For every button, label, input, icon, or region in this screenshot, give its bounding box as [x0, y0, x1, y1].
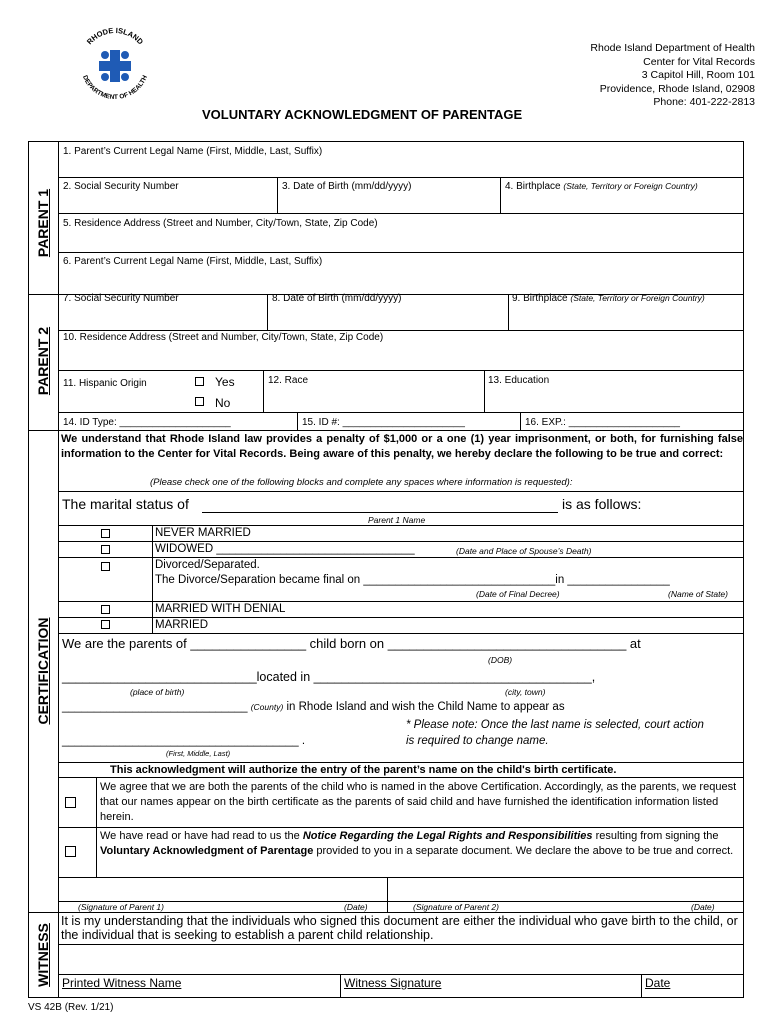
parent1-ssn-input[interactable]: [60, 195, 275, 211]
field-12-label: 12. Race: [268, 375, 309, 386]
field-5-label: 5. Residence Address (Street and Number, City/Town, State, Zip Code): [63, 218, 378, 229]
agency-center: Center for Vital Records: [643, 55, 755, 68]
parent2-dob-input[interactable]: [269, 310, 506, 328]
parent2-date-caption: (Date): [691, 902, 715, 912]
section-certification: CERTIFICATION: [35, 617, 51, 725]
field-13-label: 13. Education: [488, 375, 550, 386]
name-note-1: * Please note: Once the last name is selected, court action: [406, 719, 704, 731]
field-4-label: 4. Birthplace (State, Territory or Foreign Country): [505, 181, 698, 192]
never-married-label: NEVER MARRIED: [155, 527, 251, 539]
witness-entry-area[interactable]: [60, 946, 742, 972]
printed-witness-name-label[interactable]: Printed Witness Name: [62, 976, 182, 990]
witness-statement: It is my understanding that the individuals who signed this document are either the individual who gave birth to the child, or the individual that is seeking to establish a parent child relationship.: [61, 914, 738, 942]
place-of-birth-caption: (place of birth): [130, 687, 185, 697]
witness-signature-label[interactable]: Witness Signature: [344, 976, 442, 990]
field-3-label: 3. Date of Birth (mm/dd/yyyy): [282, 181, 412, 192]
hispanic-no-checkbox[interactable]: [195, 397, 204, 406]
agency-city: Providence, Rhode Island, 02908: [599, 82, 755, 95]
first-middle-last-caption: (First, Middle, Last): [166, 749, 231, 758]
final-decree-caption: (Date of Final Decree): [476, 589, 560, 599]
svg-text:RHODE ISLAND: RHODE ISLAND: [84, 25, 146, 47]
education-input[interactable]: [486, 390, 742, 410]
parent1-signature-field[interactable]: [60, 879, 385, 899]
parent1-name-input[interactable]: [202, 496, 558, 513]
divorced-checkbox[interactable]: [101, 562, 110, 571]
field-2-label: 2. Social Security Number: [63, 181, 179, 192]
marital-status-suffix: is as follows:: [562, 496, 642, 512]
widowed-hint: (Date and Place of Spouse’s Death): [456, 546, 592, 556]
field-1-label: 1. Parent’s Current Legal Name (First, Middle, Last, Suffix): [63, 146, 323, 157]
parent2-birthplace-input[interactable]: [510, 310, 742, 328]
marital-status-prefix: The marital status of: [62, 496, 189, 512]
penalty-warning: We understand that Rhode Island law provides a penalty of $1,000 or a one (1) year imprisonment, or both, for furnishing false information to the Center for Vital Records. Being aware of this penalty, we hereby declare the following to be true and correct:: [61, 433, 743, 460]
divorced-label: Divorced/Separated.: [155, 559, 260, 571]
state-name-caption: (Name of State): [668, 589, 728, 599]
name-note-2: is required to change name.: [406, 735, 549, 747]
authorize-statement: This acknowledgment will authorize the entry of the parent’s name on the child's birth certificate.: [110, 764, 617, 776]
parent1-address-input[interactable]: [60, 232, 742, 250]
parent1-legal-name-input[interactable]: [60, 160, 742, 176]
field-6-label: 6. Parent’s Current Legal Name (First, Middle, Last, Suffix): [63, 256, 323, 267]
parent1-date-caption: (Date): [344, 902, 368, 912]
city-town-caption: (city, town): [505, 687, 546, 697]
parent2-signature-caption: (Signature of Parent 2): [413, 902, 499, 912]
parent2-address-input[interactable]: [60, 347, 742, 367]
married-with-denial-label: MARRIED WITH DENIAL: [155, 603, 286, 615]
field-9-label: 9. Birthplace (State, Territory or Foreign Country): [512, 293, 705, 304]
read-notice-statement: We have read or have had read to us the Notice Regarding the Legal Rights and Responsibilities resulting from signing the Voluntary Acknowledgment of Parentage provided to you in a separate document. We declare the above to be true and correct.: [100, 830, 734, 857]
section-parent-2: PARENT 2: [35, 326, 51, 396]
married-with-denial-checkbox[interactable]: [101, 605, 110, 614]
form-number: VS 42B (Rev. 1/21): [28, 1002, 114, 1013]
agency-name: Rhode Island Department of Health: [590, 42, 755, 54]
hispanic-yes-checkbox[interactable]: [195, 377, 204, 386]
agree-statement: We agree that we are both the parents of the child who is named in the above Certification. Accordingly, as the parents, we request that our names appear on the birth certificate as the parents of said child and have furnished the identification information listed herein.: [100, 781, 737, 823]
check-instruction: (Please check one of the following blocks and complete any spaces where information is requested):: [150, 477, 573, 488]
widowed-label: WIDOWED _______________________________: [155, 543, 415, 555]
parents-of-line[interactable]: We are the parents of ________________ child born on _________________________________ at: [62, 636, 641, 651]
parent1-signature-caption: (Signature of Parent 1): [78, 902, 164, 912]
never-married-checkbox[interactable]: [101, 529, 110, 538]
agency-street: 3 Capitol Hill, Room 101: [641, 69, 755, 81]
section-parent-1: PARENT 1: [35, 188, 51, 258]
svg-text:DEPARTMENT OF HEALTH: DEPARTMENT OF HEALTH: [81, 74, 149, 102]
agency-phone: Phone: 401-222-2813: [653, 96, 755, 108]
parent2-legal-name-input[interactable]: [60, 270, 742, 290]
agency-address: [590, 42, 755, 110]
form-title: VOLUNTARY ACKNOWLEDGMENT OF PARENTAGE: [202, 107, 523, 122]
field-7-label: 7. Social Security Number: [63, 293, 179, 304]
hispanic-no-label: No: [215, 396, 231, 410]
hispanic-yes-label: Yes: [215, 375, 235, 389]
parent2-ssn-input[interactable]: [60, 310, 265, 328]
county-line[interactable]: _____________________________ (County) in Rhode Island and wish the Child Name to appear as: [62, 701, 565, 713]
field-16-expiration[interactable]: 16. EXP.: ____________________: [525, 417, 680, 428]
parent2-signature-field[interactable]: [389, 879, 742, 899]
married-checkbox[interactable]: [101, 620, 110, 629]
field-15-id-number[interactable]: 15. ID #: ______________________: [302, 417, 465, 428]
widowed-checkbox[interactable]: [101, 545, 110, 554]
field-10-label: 10. Residence Address (Street and Number, City/Town, State, Zip Code): [63, 332, 384, 343]
parent1-name-caption: Parent 1 Name: [368, 515, 426, 525]
race-input[interactable]: [265, 390, 482, 410]
section-witness: WITNESS: [35, 923, 51, 987]
agree-checkbox[interactable]: [65, 797, 76, 808]
parent1-birthplace-input[interactable]: [502, 195, 742, 211]
field-14-id-type[interactable]: 14. ID Type: ____________________: [63, 417, 231, 428]
department-of-health-seal: [72, 22, 158, 108]
married-label: MARRIED: [155, 619, 209, 631]
field-8-label: 8. Date of Birth (mm/dd/yyyy): [272, 293, 402, 304]
field-11-label: 11. Hispanic Origin: [63, 378, 147, 389]
divorce-final-line[interactable]: The Divorce/Separation became final on ______________________________in ________________: [155, 574, 670, 586]
witness-date-label[interactable]: Date: [645, 976, 671, 990]
located-in-line[interactable]: ____________________________located in ________________________________________,: [62, 670, 596, 684]
child-name-line[interactable]: _____________________________________ .: [62, 735, 306, 747]
parent1-dob-input[interactable]: [279, 195, 498, 211]
read-notice-checkbox[interactable]: [65, 846, 76, 857]
dob-caption: (DOB): [488, 655, 513, 665]
